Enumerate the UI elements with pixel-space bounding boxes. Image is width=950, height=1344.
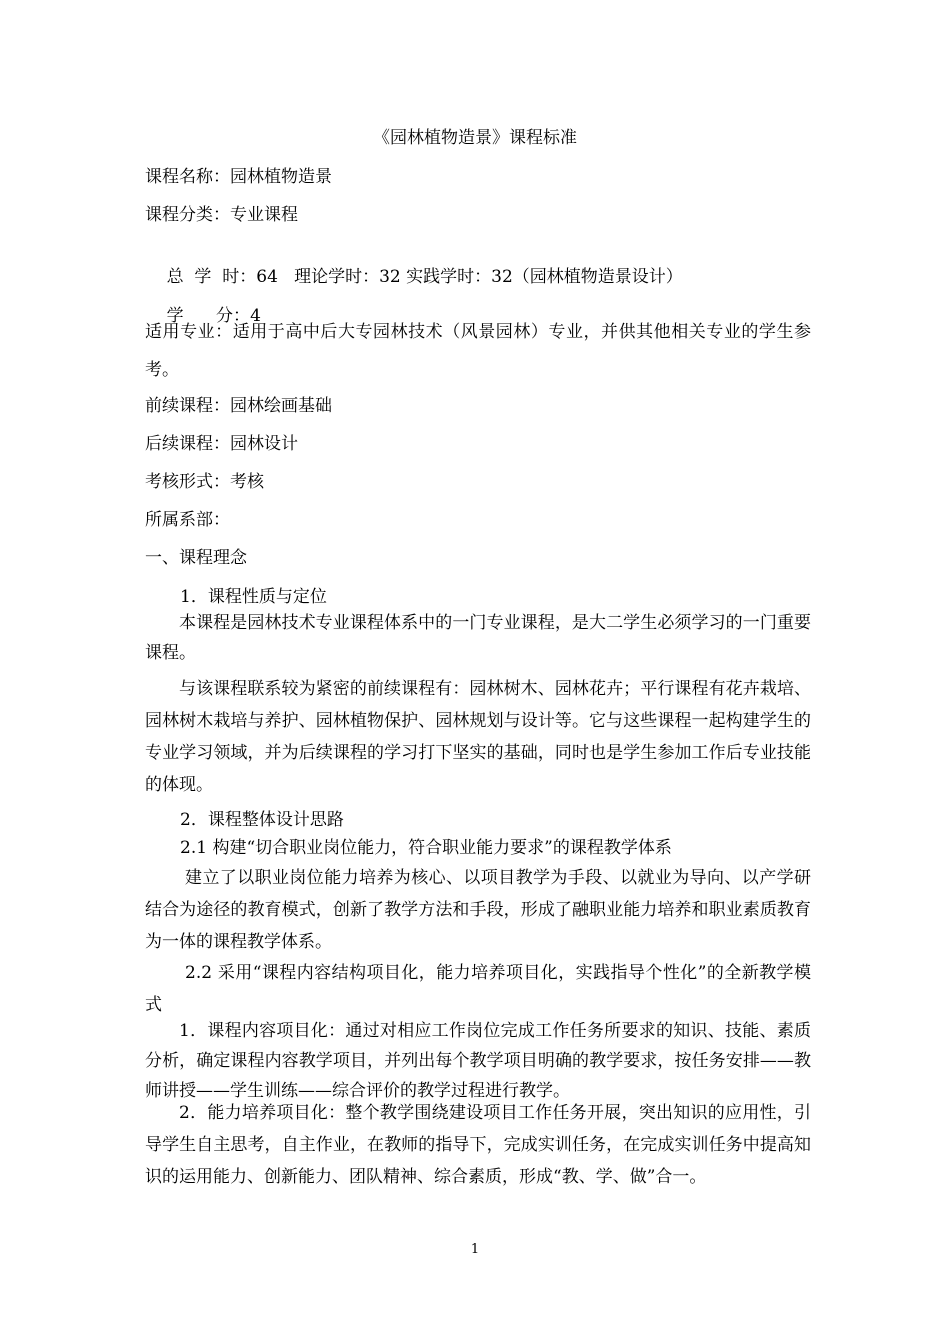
page-number: 1	[470, 1242, 480, 1257]
course-name-row	[145, 165, 815, 189]
followup-label: 后续课程：	[145, 434, 230, 454]
list-item-ability-project: 2．能力培养项目化：整个教学围绕建设项目工作任务开展，突出知识的应用性，引导学生自主思考，自主作业，在教师的指导下，完成实训任务，在完成实训任务中提高知识的运用能力、创新能力、团队精神、综合素质，形成“教、学、做”合一。	[145, 1103, 811, 1187]
total-hours-label: 总 学 时：	[166, 267, 257, 287]
section-heading: 一、课程理念	[145, 548, 247, 568]
assessment-value: 考核	[230, 472, 264, 492]
course-category-label: 课程分类：	[145, 205, 230, 225]
sub-heading-nature: 1．课程性质与定位	[180, 587, 327, 607]
credit-label: 学 分：	[166, 306, 251, 326]
applicable-major: 适用专业：适用于高中后大专园林技术（风景园林）专业，并供其他相关专业的学生参考。	[145, 322, 811, 380]
course-name-label: 课程名称：	[145, 167, 230, 187]
sub-heading-design: 2．课程整体设计思路	[180, 810, 344, 830]
document-title: 《园林植物造景》课程标准	[373, 128, 577, 148]
assessment-row	[145, 470, 815, 494]
prerequisite-value: 园林绘画基础	[230, 396, 332, 416]
paragraph-related-courses: 与该课程联系较为紧密的前续课程有：园林树木、园林花卉；平行课程有花卉栽培、园林树木栽培与养护、园林植物保护、园林规划与设计等。它与这些课程一起构建学生的专业学习领域，并为后续课程的学习打下坚实的基础，同时也是学生参加工作后专业技能的体现。	[145, 679, 811, 795]
sub-heading-2-1: 2.1 构建“切合职业岗位能力，符合职业能力要求”的课程教学体系	[180, 838, 672, 858]
paragraph-nature: 本课程是园林技术专业课程体系中的一门专业课程，是大二学生必须学习的一门重要课程。	[145, 613, 811, 663]
credit-value: 4	[250, 306, 261, 326]
course-category-value: 专业课程	[230, 205, 298, 225]
sub-heading-2-2: 2.2 采用“课程内容结构项目化，能力培养项目化，实践指导个性化”的全新教学模式	[145, 963, 811, 1015]
department-label: 所属系部：	[145, 510, 230, 530]
followup-row	[145, 432, 815, 456]
prerequisite-row	[145, 394, 815, 418]
prerequisite-label: 前续课程：	[145, 396, 230, 416]
assessment-label: 考核形式：	[145, 472, 230, 492]
list-item-content-project: 1．课程内容项目化：通过对相应工作岗位完成工作任务所要求的知识、技能、素质分析，确定课程内容教学项目，并列出每个教学项目明确的教学要求，按任务安排——教师讲授——学生训练——综合评价的教学过程进行教学。	[145, 1021, 811, 1101]
total-hours-value: 64 理论学时：32 实践学时：32（园林植物造景设计）	[256, 267, 683, 287]
department-row	[145, 508, 815, 532]
paragraph-2-1: 建立了以职业岗位能力培养为核心、以项目教学为手段、以就业为导向、以产学研结合为途径的教育模式，创新了教学方法和手段，形成了融职业能力培养和职业素质教育为一体的课程教学体系。	[145, 868, 811, 952]
course-name-value: 园林植物造景	[230, 167, 332, 187]
course-category-row	[145, 203, 815, 227]
followup-value: 园林设计	[230, 434, 298, 454]
